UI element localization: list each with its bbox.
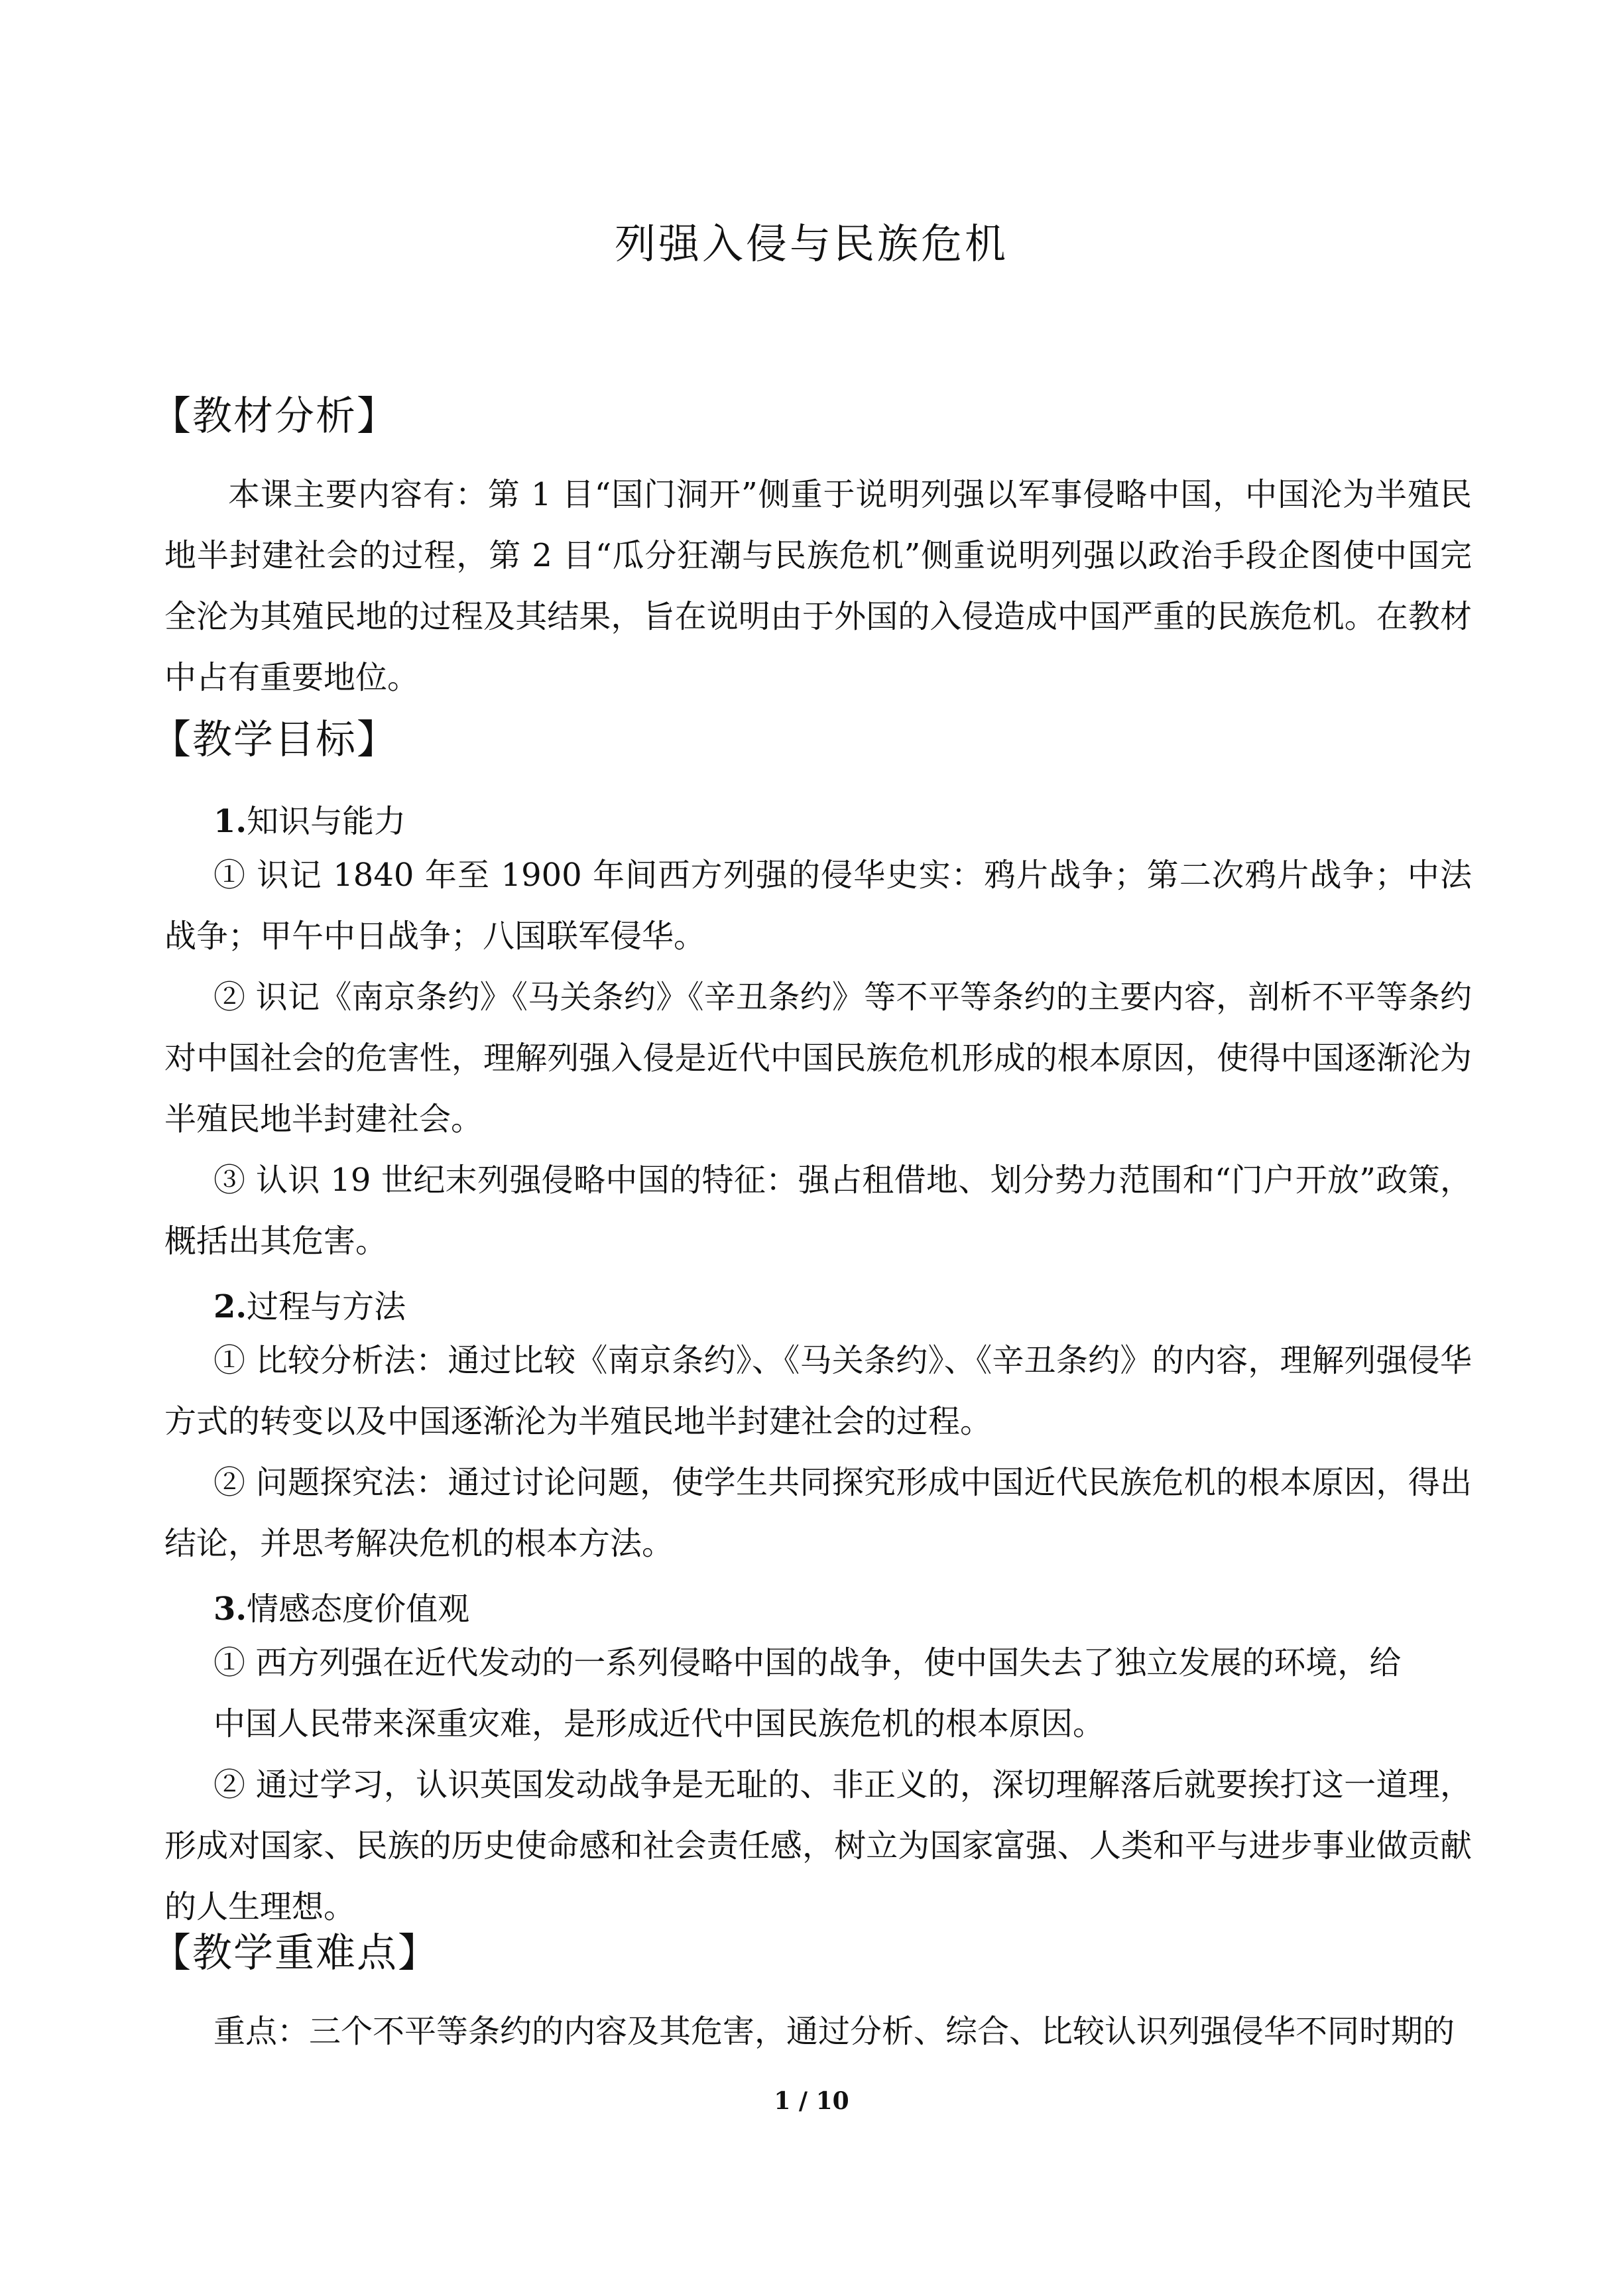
objective-group-knowledge [213,796,406,841]
section-heading-objectives: 【教学目标】 [151,717,398,763]
objective-group-label: 情感态度价值观 [247,1591,470,1628]
objective-item-continued: 中国人民带来深重灾难，是形成近代中国民族危机的根本原因。 [213,1705,1105,1742]
page-title: 列强入侵与民族危机 [614,219,1008,268]
objective-item: ② 通过学习，认识英国发动战争是无耻的、非正义的，深切理解落后就要挨打这一道理，形成对国家、民族的历史使命感和社会责任感，树立为国家富强、人类和平与进步事业做贡献的人生理想。 [164,1766,1472,1925]
objective-group-label: 知识与能力 [247,803,406,840]
page-number: 1 / 10 [774,2087,849,2115]
objective-item: ③ 认识 19 世纪末列强侵略中国的特征：强占租借地、划分势力范围和“门户开放”政策，概括出其危害。 [164,1162,1472,1260]
objective-group-process [213,1281,406,1327]
objective-group-number: 1. [213,803,247,840]
objective-item: ① 识记 1840 年至 1900 年间西方列强的侵华史实：鸦片战争；第二次鸦片战争；中法战争；甲午中日战争；八国联军侵华。 [164,857,1472,955]
objective-item: ② 识记《南京条约》《马关条约》《辛丑条约》等不平等条约的主要内容，剖析不平等条约对中国社会的危害性，理解列强入侵是近代中国民族危机形成的根本原因，使得中国逐渐沦为半殖民地半封建社会。 [164,979,1472,1138]
objective-group-label: 过程与方法 [247,1288,406,1325]
objective-group-values [213,1583,469,1629]
keypoints-paragraph: 重点：三个不平等条约的内容及其危害，通过分析、综合、比较认识列强侵华不同时期的 [213,2013,1455,2050]
objective-item: ① 西方列强在近代发动的一系列侵略中国的战争，使中国失去了独立发展的环境，给 [213,1644,1402,1681]
objective-group-number: 2. [213,1288,247,1325]
objective-item: ② 问题探究法：通过讨论问题，使学生共同探究形成中国近代民族危机的根本原因，得出结论，并思考解决危机的根本方法。 [164,1464,1472,1562]
analysis-paragraph: 本课主要内容有：第 1 目“国门洞开”侧重于说明列强以军事侵略中国，中国沦为半殖民地半封建社会的过程，第 2 目“瓜分狂潮与民族危机”侧重说明列强以政治手段企图使中国完全沦为其殖民地的过程及其结果，旨在说明由于外国的入侵造成中国严重的民族危机。在教材中占有重要地位。 [164,476,1472,696]
section-heading-keypoints: 【教学重难点】 [151,1930,439,1976]
section-heading-analysis: 【教材分析】 [151,393,398,440]
objective-item: ① 比较分析法：通过比较《南京条约》、《马关条约》、《辛丑条约》的内容，理解列强侵华方式的转变以及中国逐渐沦为半殖民地半封建社会的过程。 [164,1342,1472,1440]
objective-group-number: 3. [213,1591,247,1628]
